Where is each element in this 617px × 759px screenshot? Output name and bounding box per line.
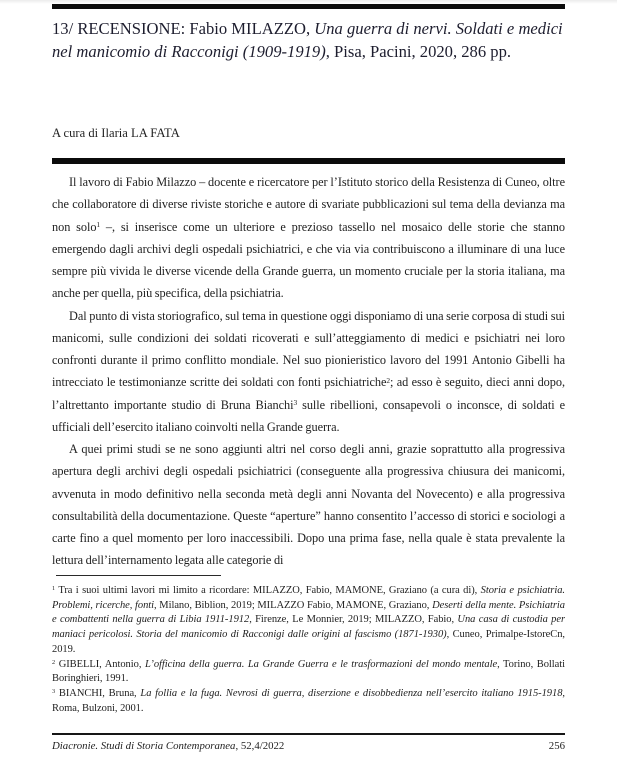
italic-text: La follia e la fuga. Nevrosi di guerra, diserzione e disobbedienza nell’esercito italiano 1915-1918 (140, 687, 563, 699)
text-run: ; ad esso è seguito, dieci anni dopo, l’altrettanto importante studio di Bruna Bianchi (52, 375, 565, 412)
text-run: BIANCHI, Bruna, (55, 687, 141, 699)
page-number: 256 (548, 740, 565, 752)
header-top-rule (52, 4, 565, 9)
journal-issue: , 52,4/2022 (235, 740, 285, 752)
footnote-ref: 2 (52, 658, 56, 666)
article-title (52, 18, 565, 63)
footnote-ref: 1 (52, 585, 56, 593)
italic-text: Una guerra di nervi. Soldati e medici nel manicomio di Racconigi (1909-1919) (52, 19, 563, 61)
footnotes-block (52, 584, 565, 730)
page-footer (52, 739, 565, 753)
footnote-ref: 1 (96, 220, 101, 230)
text-run: Tra i suoi ultimi lavori mi limito a ricordare: MILAZZO, Fabio, MAMONE, Graziano (a cura di), (55, 585, 481, 596)
footer-rule (52, 733, 565, 735)
footnote-ref: 2 (386, 375, 391, 385)
italic-text: L’officina della guerra. La Grande Guerra e le trasformazioni del mondo mentale (144, 658, 498, 670)
footnote (52, 584, 565, 658)
footnote-ref: 3 (52, 688, 56, 696)
text-run: Dal punto di vista storiografico, sul tema in questione oggi disponiamo di una serie corposa di studi sui manicomi, sulle condizioni dei soldati ricoverati e sull’atteggiamento di medici e psichiatri nei loro confronti durante il primo conflitto mondiale. Nel suo pionieristico lavoro del 1991 Antonio Gibelli ha intrecciato le testimonianze scritte dei soldati con fonti psichiatriche (52, 308, 565, 390)
journal-citation (52, 739, 284, 753)
text-run: Il lavoro di Fabio Milazzo – docente e ricercatore per l’Istituto storico della Resistenza di Cuneo, oltre che collaboratore di diverse riviste storiche e autore di svariate pubblicazioni sul tema della devianza ma non solo (52, 175, 565, 234)
text-run: , Cuneo, Primalpe-IstoreCn, 2019. (52, 629, 565, 655)
text-run: , Milano, Biblion, 2019; MILAZZO Fabio, MAMONE, Graziano, (154, 599, 433, 611)
italic-text: Storia e psichiatria. Problemi, ricerche, fonti (52, 585, 565, 611)
text-run: , Roma, Bulzoni, 2001. (52, 687, 565, 714)
text-run: , Firenze, Le Monnier, 2019; MILAZZO, Fabio, (249, 614, 458, 626)
text-run: A quei primi studi se ne sono aggiunti altri nel corso degli anni, grazie soprattutto alla progressiva apertura degli archivi degli ospedali psichiatrici (conseguente alla progressiva chiusura dei manicomi, avvenuta in modo definitivo nella seconda metà degli anni Novanta del Novecento) e alla progressiva consultabilità della documentazione. Queste “aperture” hanno consentito l’accesso di storici e sociologi a carte fino a quel momento per loro inaccessibili. Dopo una prima fase, nella quale è stata prevalente la lettura dell’internamento legata alle categorie di (52, 442, 565, 568)
text-run: GIBELLI, Antonio, (55, 658, 145, 670)
footnote (52, 687, 565, 716)
footnote-separator (56, 575, 221, 576)
footnote (52, 658, 565, 687)
byline: A cura di Ilaria LA FATA (52, 126, 180, 140)
text-run: 13/ RECENSIONE: Fabio MILAZZO, (52, 19, 315, 38)
body-paragraph (52, 171, 565, 305)
body-paragraph (52, 305, 565, 439)
article-body (52, 171, 565, 573)
body-paragraph (52, 438, 565, 572)
italic-text: Deserti della mente. Psichiatria e combattenti nella guerra di Libia 1911-1912 (52, 599, 565, 626)
text-run: –, si inserisce come un ulteriore e prezioso tassello nel mosaico delle storie che stanno emergendo dagli archivi degli ospedali psichiatrici, e che via via contribuiscono a illuminare di una luce sempre più vivida le diverse vicende della Grande guerra, un momento cruciale per la storia italiana, ma anche per quella, più specifica, della psichiatria. (52, 219, 565, 301)
text-run: , Pisa, Pacini, 2020, 286 pp. (325, 41, 512, 61)
journal-name: Diacronie. Studi di Storia Contemporanea (52, 740, 236, 752)
italic-text: Una casa di custodia per maniaci pericolosi. Storia del manicomio di Racconigi dalle origini al fascismo (1871-1930) (52, 614, 565, 641)
text-run: sulle ribellioni, consapevoli o inconsce, di soldati e ufficiali dell’esercito italiano coinvolti nella Grande guerra. (52, 397, 565, 434)
text-run: , Torino, Bollati Boringhieri, 1991. (52, 658, 565, 685)
header-bottom-rule (52, 158, 565, 164)
footnote-ref: 3 (293, 398, 298, 408)
